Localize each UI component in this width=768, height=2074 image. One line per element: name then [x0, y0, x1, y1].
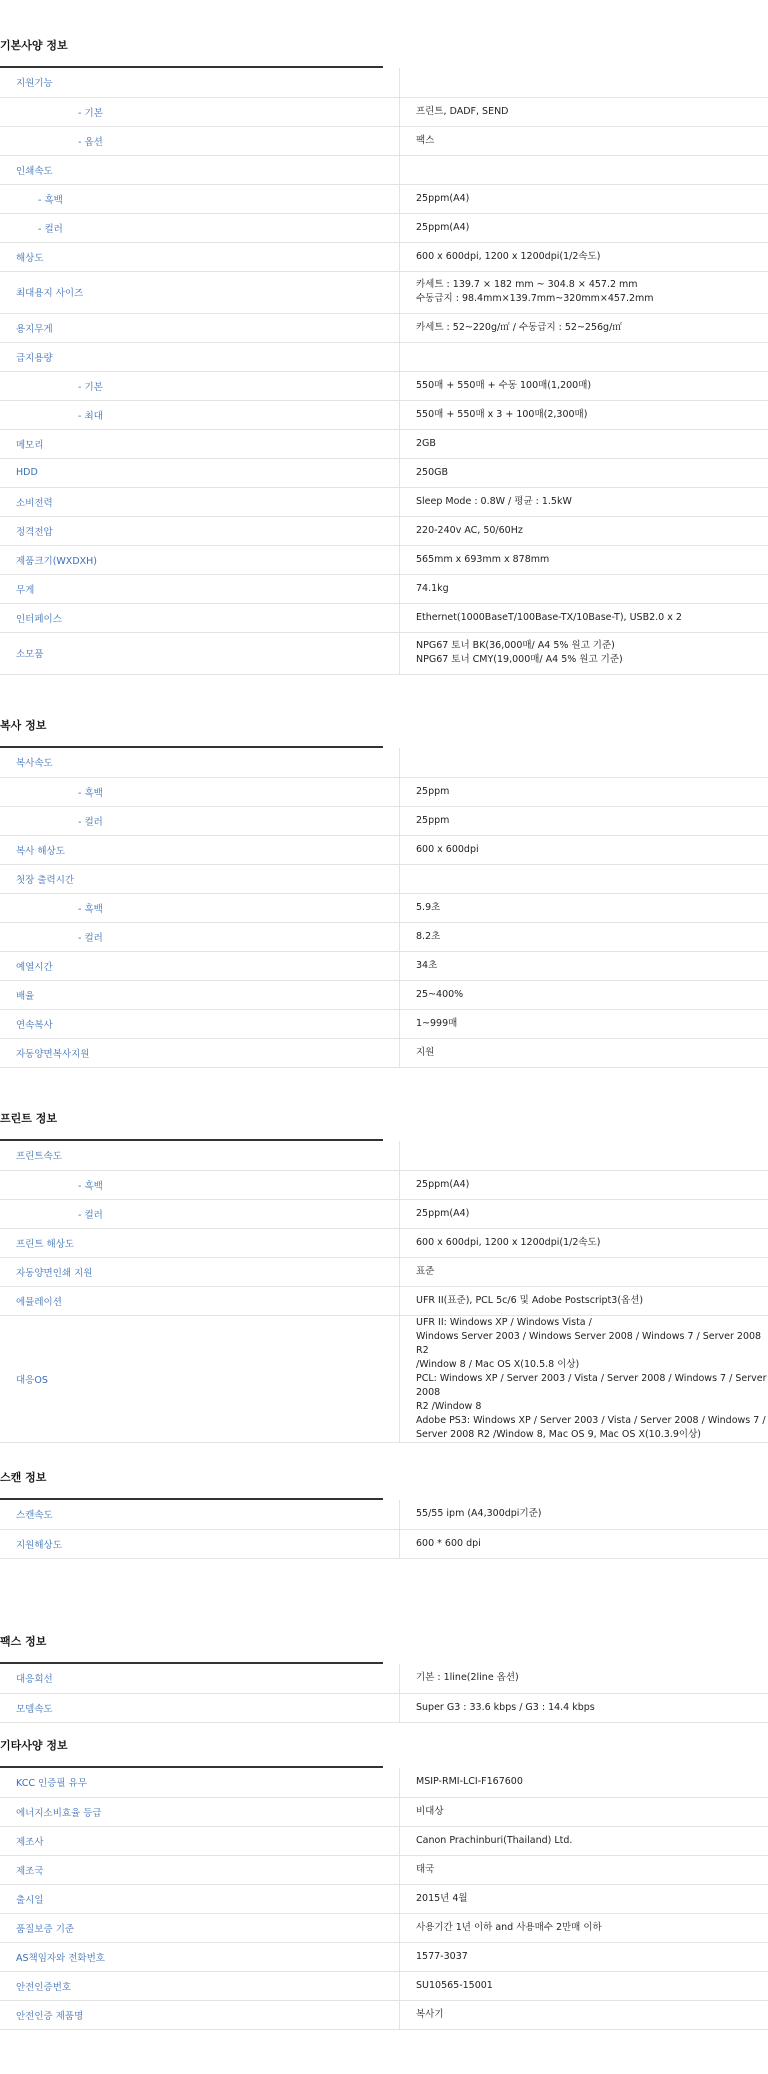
spec-row: [0, 458, 768, 487]
spec-row: [0, 1826, 768, 1855]
spec-label: 지원해상도: [0, 1529, 400, 1558]
spec-row: [0, 777, 768, 806]
spec-label: 연속복사: [0, 1009, 400, 1038]
spec-value: 550매 + 550매 + 수동 100매(1,200매): [400, 371, 768, 400]
spec-label: - 기본: [0, 371, 400, 400]
spec-value: UFR II: Windows XP / Windows Vista / Windows Server 2003 / Windows Server 2008 / Windows 7 / Server 2008 R2 /Window 8 / Mac OS X(10.5.8 이상) PCL: Windows XP / Server 2003 / Vista / Server 2008 / Windows 7 / Server 2008 R2 /Window 8 Adobe PS3: Windows XP / Server 2003 / Vista / Server 2008 / Windows 7 / Server 2008 R2 /Window 8, Mac OS 9, Mac OS X(10.3.9이상): [400, 1315, 768, 1442]
spec-value: 카세트 : 52~220g/㎡ / 수동급지 : 52~256g/㎡: [400, 313, 768, 342]
spec-value: SU10565-15001: [400, 1971, 768, 2000]
spec-label: 복사속도: [0, 748, 400, 777]
spec-label: 안전인증번호: [0, 1971, 400, 2000]
spec-row: [0, 545, 768, 574]
spec-row: [0, 1797, 768, 1826]
spec-label: 에너지소비효율 등급: [0, 1797, 400, 1826]
spec-row: [0, 313, 768, 342]
spec-label: - 흑백: [0, 184, 400, 213]
spec-value: Canon Prachinburi(Thailand) Ltd.: [400, 1826, 768, 1855]
spec-value: Sleep Mode : 0.8W / 평균 : 1.5kW: [400, 487, 768, 516]
spec-row: [0, 97, 768, 126]
spec-row: [0, 400, 768, 429]
spec-row: [0, 980, 768, 1009]
spec-row: [0, 806, 768, 835]
spec-row: [0, 429, 768, 458]
spec-row: [0, 1884, 768, 1913]
spec-value: 기본 : 1line(2line 옵션): [400, 1664, 768, 1693]
spec-value: 8.2초: [400, 922, 768, 951]
spec-label: 대응OS: [0, 1315, 400, 1442]
spec-value: 600 * 600 dpi: [400, 1529, 768, 1558]
spec-label: 복사 해상도: [0, 835, 400, 864]
spec-label: 예열시간: [0, 951, 400, 980]
spec-row: [0, 574, 768, 603]
spec-value: 25ppm(A4): [400, 184, 768, 213]
spec-label: 제조국: [0, 1855, 400, 1884]
spec-label: - 흑백: [0, 1170, 400, 1199]
spec-row: [0, 922, 768, 951]
spec-value: 25ppm(A4): [400, 1170, 768, 1199]
spec-value: 74.1kg: [400, 574, 768, 603]
spec-table: [0, 1500, 768, 1559]
spec-value: 1577-3037: [400, 1942, 768, 1971]
spec-value: [400, 155, 768, 184]
spec-label: 첫장 출력시간: [0, 864, 400, 893]
spec-row: [0, 1038, 768, 1067]
spec-row: [0, 1855, 768, 1884]
spec-table: [0, 68, 768, 675]
spec-row: [0, 371, 768, 400]
spec-value: 55/55 ipm (A4,300dpi기준): [400, 1500, 768, 1529]
spec-row: [0, 1693, 768, 1722]
spec-table: [0, 1141, 768, 1443]
spec-label: 안전인증 제품명: [0, 2000, 400, 2029]
spec-row: [0, 184, 768, 213]
spec-value: 비대상: [400, 1797, 768, 1826]
spec-row: [0, 1228, 768, 1257]
spec-row: [0, 126, 768, 155]
spec-row: [0, 893, 768, 922]
spec-value: 지원: [400, 1038, 768, 1067]
spec-row: [0, 1664, 768, 1693]
spec-value: [400, 68, 768, 97]
spec-label: 인터페이스: [0, 603, 400, 632]
spec-section: [0, 1736, 768, 2030]
spec-label: 소모품: [0, 632, 400, 674]
spec-label: - 흑백: [0, 893, 400, 922]
section-title: 기본사양 정보: [0, 39, 68, 52]
section-title: 프린트 정보: [0, 1112, 57, 1125]
spec-value: 카세트 : 139.7 × 182 mm ~ 304.8 × 457.2 mm 수동급지 : 98.4mm×139.7mm~320mm×457.2mm: [400, 271, 768, 313]
spec-value: MSIP-RMI-LCI-F167600: [400, 1768, 768, 1797]
spec-section: [0, 36, 768, 675]
spec-label: 정격전압: [0, 516, 400, 545]
spec-label: 지원기능: [0, 68, 400, 97]
spec-value: [400, 864, 768, 893]
spec-row: [0, 242, 768, 271]
spec-label: 프린트속도: [0, 1141, 400, 1170]
section-title: 기타사양 정보: [0, 1739, 68, 1752]
spec-value: 2GB: [400, 429, 768, 458]
spec-label: - 컬러: [0, 922, 400, 951]
spec-value: 2015년 4월: [400, 1884, 768, 1913]
spec-row: [0, 1199, 768, 1228]
spec-label: 대응회선: [0, 1664, 400, 1693]
section-title: 복사 정보: [0, 719, 47, 732]
spec-value: 사용기간 1년 이하 and 사용매수 2만매 이하: [400, 1913, 768, 1942]
spec-label: HDD: [0, 458, 400, 487]
spec-row: [0, 2000, 768, 2029]
spec-label: 용지무게: [0, 313, 400, 342]
spec-label: 무게: [0, 574, 400, 603]
spec-value: [400, 1141, 768, 1170]
spec-value: 태국: [400, 1855, 768, 1884]
spec-label: 소비전력: [0, 487, 400, 516]
section-title: 팩스 정보: [0, 1635, 47, 1648]
spec-label: 에뮬레이션: [0, 1286, 400, 1315]
spec-row: [0, 1141, 768, 1170]
spec-table: [0, 1768, 768, 2030]
spec-row: [0, 864, 768, 893]
spec-value: [400, 342, 768, 371]
spec-row: [0, 271, 768, 313]
spec-value: 600 x 600dpi, 1200 x 1200dpi(1/2속도): [400, 1228, 768, 1257]
spec-value: NPG67 토너 BK(36,000매/ A4 5% 원고 기준) NPG67 토너 CMY(19,000매/ A4 5% 원고 기준): [400, 632, 768, 674]
spec-section: [0, 716, 768, 1068]
spec-label: 급지용량: [0, 342, 400, 371]
spec-row: [0, 1009, 768, 1038]
spec-value: 5.9초: [400, 893, 768, 922]
spec-label: 메모리: [0, 429, 400, 458]
spec-row: [0, 487, 768, 516]
spec-label: 모뎀속도: [0, 1693, 400, 1722]
spec-row: [0, 1913, 768, 1942]
spec-label: 자동양면인쇄 지원: [0, 1257, 400, 1286]
spec-row: [0, 1286, 768, 1315]
spec-label: - 컬러: [0, 806, 400, 835]
spec-row: [0, 1257, 768, 1286]
spec-table: [0, 1664, 768, 1723]
spec-row: [0, 835, 768, 864]
spec-label: KCC 인증필 유무: [0, 1768, 400, 1797]
spec-row: [0, 1768, 768, 1797]
spec-label: - 최대: [0, 400, 400, 429]
spec-label: 품질보증 기준: [0, 1913, 400, 1942]
spec-value: 25~400%: [400, 980, 768, 1009]
spec-value: 550매 + 550매 x 3 + 100매(2,300매): [400, 400, 768, 429]
spec-label: 최대용지 사이즈: [0, 271, 400, 313]
spec-value: 팩스: [400, 126, 768, 155]
spec-value: UFR II(표준), PCL 5c/6 및 Adobe Postscript3(옵션): [400, 1286, 768, 1315]
spec-row: [0, 951, 768, 980]
spec-value: 600 x 600dpi: [400, 835, 768, 864]
spec-section: [0, 1468, 768, 1559]
spec-row: [0, 1529, 768, 1558]
spec-section: [0, 1632, 768, 1723]
spec-row: [0, 1315, 768, 1442]
spec-row: [0, 1500, 768, 1529]
spec-value: 565mm x 693mm x 878mm: [400, 545, 768, 574]
spec-row: [0, 68, 768, 97]
spec-row: [0, 1170, 768, 1199]
spec-value: Ethernet(1000BaseT/100Base-TX/10Base-T), USB2.0 x 2: [400, 603, 768, 632]
spec-label: - 기본: [0, 97, 400, 126]
spec-value: 표준: [400, 1257, 768, 1286]
spec-label: - 컬러: [0, 213, 400, 242]
spec-value: [400, 748, 768, 777]
spec-row: [0, 213, 768, 242]
spec-section: [0, 1109, 768, 1443]
spec-row: [0, 1942, 768, 1971]
spec-value: 25ppm: [400, 777, 768, 806]
spec-row: [0, 516, 768, 545]
spec-label: 해상도: [0, 242, 400, 271]
spec-value: 프린트, DADF, SEND: [400, 97, 768, 126]
spec-value: 34초: [400, 951, 768, 980]
spec-row: [0, 603, 768, 632]
spec-label: 제품크기(WXDXH): [0, 545, 400, 574]
spec-label: 자동양면복사지원: [0, 1038, 400, 1067]
spec-label: 프린트 해상도: [0, 1228, 400, 1257]
spec-label: 인쇄속도: [0, 155, 400, 184]
spec-table: [0, 748, 768, 1068]
spec-label: - 컬러: [0, 1199, 400, 1228]
spec-value: 600 x 600dpi, 1200 x 1200dpi(1/2속도): [400, 242, 768, 271]
spec-value: 1~999매: [400, 1009, 768, 1038]
spec-value: 25ppm: [400, 806, 768, 835]
spec-row: [0, 155, 768, 184]
spec-value: 250GB: [400, 458, 768, 487]
spec-label: 제조사: [0, 1826, 400, 1855]
spec-label: - 흑백: [0, 777, 400, 806]
spec-label: - 옵션: [0, 126, 400, 155]
spec-value: Super G3 : 33.6 kbps / G3 : 14.4 kbps: [400, 1693, 768, 1722]
spec-row: [0, 632, 768, 674]
spec-row: [0, 342, 768, 371]
spec-value: 25ppm(A4): [400, 1199, 768, 1228]
spec-label: 배율: [0, 980, 400, 1009]
spec-row: [0, 1971, 768, 2000]
section-title: 스캔 정보: [0, 1471, 47, 1484]
spec-label: 출시일: [0, 1884, 400, 1913]
spec-row: [0, 748, 768, 777]
spec-label: AS책임자와 전화번호: [0, 1942, 400, 1971]
spec-label: 스캔속도: [0, 1500, 400, 1529]
spec-value: 복사기: [400, 2000, 768, 2029]
spec-value: 25ppm(A4): [400, 213, 768, 242]
spec-value: 220-240v AC, 50/60Hz: [400, 516, 768, 545]
